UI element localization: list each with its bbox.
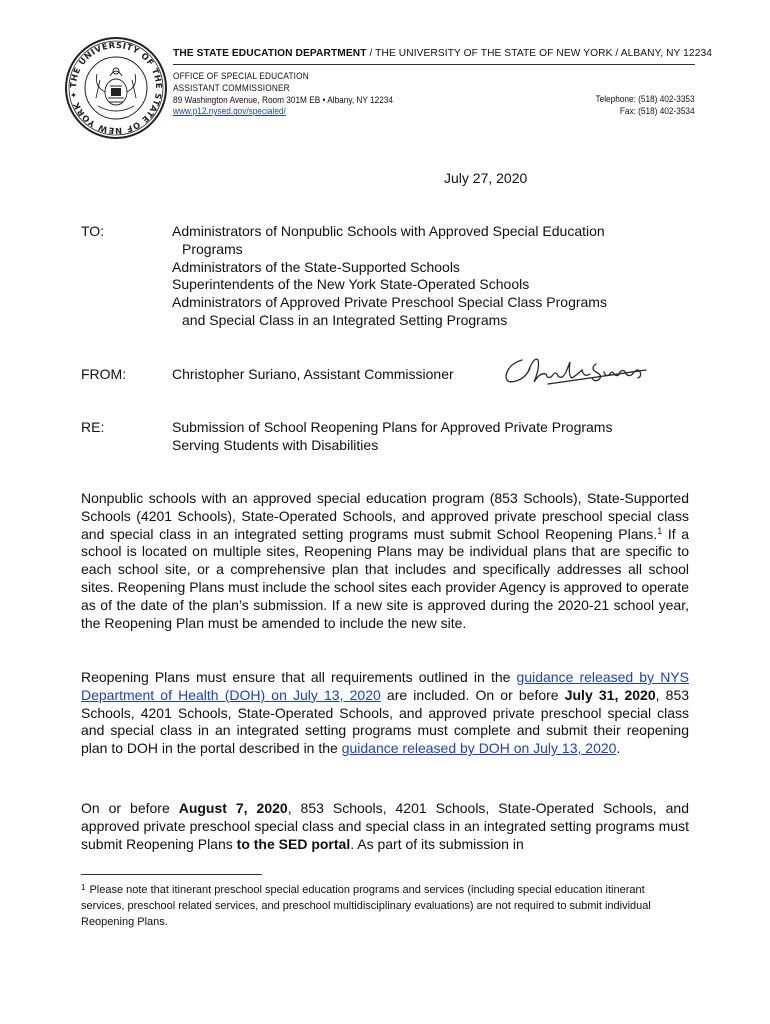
contact-block bbox=[596, 93, 695, 117]
from-label: FROM: bbox=[81, 366, 127, 382]
fax-number: Fax: (518) 402-3534 bbox=[620, 104, 695, 116]
website-link[interactable]: www.p12.nysed.gov/specialed/ bbox=[173, 105, 286, 117]
office-title: ASSISTANT COMMISSIONER bbox=[173, 81, 290, 93]
recipient-line: Administrators of Approved Private Preschool Special Class Programs bbox=[172, 294, 607, 311]
sed-portal-emphasis: to the SED portal bbox=[236, 835, 351, 852]
state-seal-logo bbox=[64, 36, 168, 140]
paragraph-1 bbox=[81, 490, 689, 632]
paragraph-3 bbox=[81, 800, 689, 853]
footnote-separator bbox=[81, 874, 262, 875]
footnote-number: 1 bbox=[81, 883, 86, 892]
paragraph-text: . As part of its submission in bbox=[350, 835, 524, 852]
telephone-number: Telephone: (518) 402-3353 bbox=[595, 93, 695, 104]
paragraph-text: . bbox=[616, 740, 621, 757]
letterhead-header: THE STATE EDUCATION DEPARTMENT / THE UNIVERSITY OF THE STATE OF NEW YORK / ALBANY, NY 12234 bbox=[173, 48, 712, 59]
deadline-date: August 7, 2020 bbox=[178, 800, 288, 816]
paragraph-text: , 853 Schools, 4201 Schools, State-Operated Schools, and approved private preschool special class and special class in an integrated setting programs must complete and submit their reopening plan to DOH in the portal described in the bbox=[81, 686, 690, 757]
footnote-reference: 1 bbox=[657, 525, 663, 536]
office-address: 89 Washington Avenue, Room 301M EB • Albany, NY 12234 bbox=[173, 93, 393, 105]
paragraph-text: If a school is located on multiple sites, Reopening Plans may be individual plans that are specific to each school site, or a comprehensive plan that includes and specifically addresses all school sites. Reopening Plans must include the school sites each provider Agency is approved to operate as of the date of the plan’s submission. If a new site is approved during the 2020-21 school year, the Reopening Plan must be amended to include the new site. bbox=[81, 525, 689, 631]
sender-name: Christopher Suriano, Assistant Commissioner bbox=[172, 366, 454, 382]
doh-guidance-link[interactable]: guidance released by DOH on July 13, 2020 bbox=[341, 740, 617, 757]
handwritten-signature bbox=[500, 350, 650, 392]
deadline-date: July 31, 2020 bbox=[564, 686, 656, 703]
recipient-line: Administrators of the State-Supported Schools bbox=[172, 258, 460, 275]
recipient-line: Superintendents of the New York State-Operated Schools bbox=[172, 276, 530, 293]
letterhead-rule bbox=[173, 64, 695, 65]
paragraph-text: On or before bbox=[81, 800, 179, 816]
seal-ring-text: THE UNIVERSITY OF THE STATE OF NEW YORK ✦ bbox=[67, 39, 165, 137]
re-label: RE: bbox=[81, 419, 105, 435]
office-block bbox=[173, 70, 393, 117]
subject-lines bbox=[172, 419, 612, 455]
to-label: TO: bbox=[81, 223, 105, 239]
department-name: THE STATE EDUCATION DEPARTMENT bbox=[173, 48, 367, 59]
paragraph-text: , 853 Schools, 4201 Schools, State-Operated Schools, and approved private preschool special class and special class in an integrated setting programs must submit Reopening Plans bbox=[81, 800, 689, 852]
recipient-line: and Special Class in an Integrated Setting Programs bbox=[182, 311, 508, 328]
recipient-line: Programs bbox=[182, 240, 243, 257]
subject-line: Submission of School Reopening Plans for Approved Private Programs bbox=[172, 419, 613, 435]
paragraph-2 bbox=[81, 669, 689, 758]
university-name: THE UNIVERSITY OF THE STATE OF NEW YORK bbox=[375, 48, 613, 59]
office-name: OFFICE OF SPECIAL EDUCATION bbox=[173, 70, 309, 81]
paragraph-text: are included. On or before bbox=[380, 686, 565, 703]
subject-line: Serving Students with Disabilities bbox=[172, 436, 379, 453]
city-line: ALBANY, NY 12234 bbox=[620, 48, 712, 59]
letter-date: July 27, 2020 bbox=[444, 170, 528, 186]
recipient-line: Administrators of Nonpublic Schools with Approved Special Education bbox=[172, 223, 605, 239]
doh-guidance-link[interactable]: guidance released by NYS Department of Health (DOH) on July 13, 2020 bbox=[81, 669, 689, 703]
to-recipients bbox=[172, 223, 607, 330]
paragraph-text: Nonpublic schools with an approved special education program (853 Schools), State-Supported Schools (4201 Schools), State-Operated Schools, and approved private preschool special class and special class in an integrated setting programs must submit School Reopening Plans. bbox=[81, 490, 689, 542]
footnote bbox=[81, 882, 689, 931]
footnote-text: Please note that itinerant preschool special education programs and services (including special education itinerant services, preschool related services, and preschool multidisciplinary evaluations) are not required to submit individual Reopening Plans. bbox=[81, 884, 651, 929]
paragraph-text: Reopening Plans must ensure that all requirements outlined in the bbox=[81, 669, 517, 685]
